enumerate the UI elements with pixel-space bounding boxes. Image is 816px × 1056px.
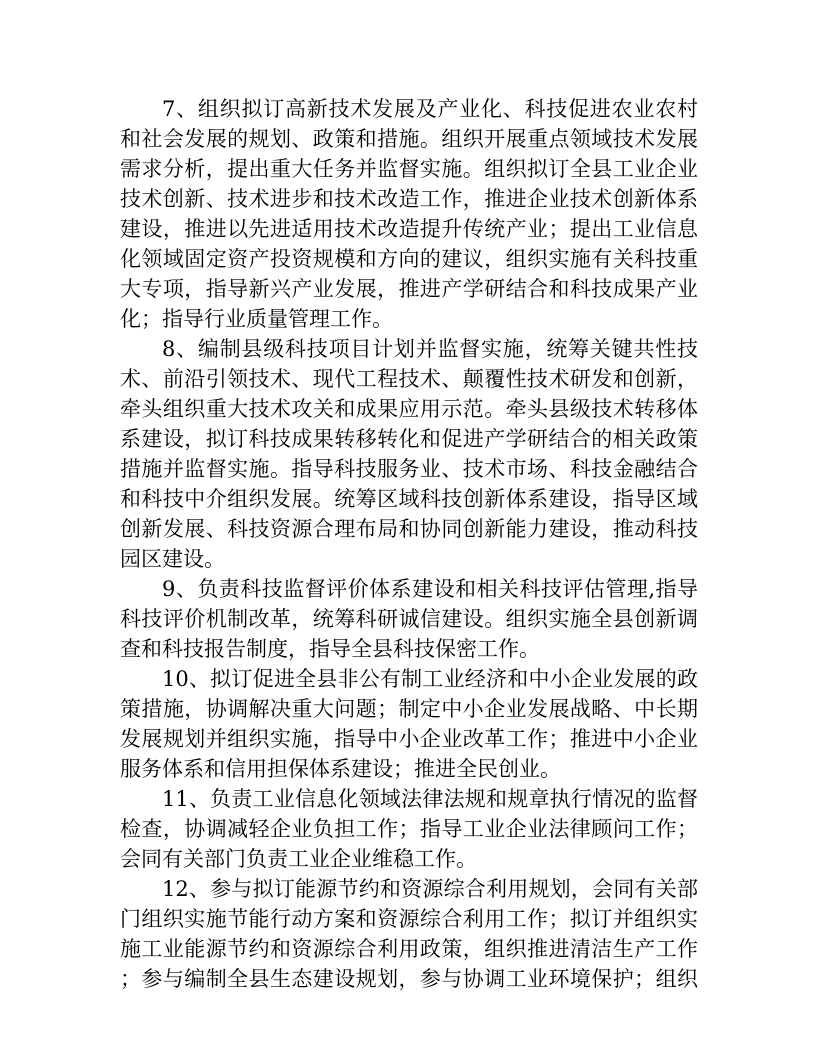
- text-line: 大专项，指导新兴产业发展，推进产学研结合和科技成果产业: [120, 277, 698, 301]
- text-line: 和社会发展的规划、政策和措施。组织开展重点领域技术发展: [120, 127, 698, 151]
- text-line: 和科技中介组织发展。统筹区域科技创新体系建设，指导区域: [120, 487, 698, 511]
- text-line: 园区建设。: [120, 547, 225, 571]
- text-line: 服务体系和信用担保体系建设；推进全民创业。: [120, 757, 561, 781]
- text-line: 创新发展、科技资源合理布局和协同创新能力建设，推动科技: [120, 517, 698, 541]
- text-line: 9、负责科技监督评价体系建设和相关科技评估管理,指导: [162, 577, 698, 601]
- text-line: 查和科技报告制度，指导全县科技保密工作。: [120, 637, 540, 661]
- text-line: 化；指导行业质量管理工作。: [120, 307, 393, 331]
- text-line: 策措施，协调解决重大问题；制定中小企业发展战略、中长期: [120, 697, 698, 721]
- text-line: 10、拟订促进全县非公有制工业经济和中小企业发展的政: [162, 667, 698, 691]
- text-line: 施工业能源节约和资源综合利用政策，组织推进清洁生产工作: [120, 937, 698, 961]
- text-line: 门组织实施节能行动方案和资源综合利用工作；拟订并组织实: [120, 907, 698, 931]
- paragraph-11: [120, 784, 698, 874]
- text-line: 8、编制县级科技项目计划并监督实施，统筹关键共性技: [162, 337, 698, 361]
- text-line: ；参与编制全县生态建设规划，参与协调工业环境保护；组织: [120, 967, 698, 991]
- paragraph-9: [120, 574, 698, 664]
- text-line: 12、参与拟订能源节约和资源综合利用规划，会同有关部: [162, 877, 698, 901]
- text-line: 化领域固定资产投资规模和方向的建议，组织实施有关科技重: [120, 247, 698, 271]
- text-line: 需求分析，提出重大任务并监督实施。组织拟订全县工业企业: [120, 157, 698, 181]
- text-line: 技术创新、技术进步和技术改造工作，推进企业技术创新体系: [120, 187, 698, 211]
- text-line: 建设，推进以先进适用技术改造提升传统产业；提出工业信息: [120, 217, 698, 241]
- text-line: 7、组织拟订高新技术发展及产业化、科技促进农业农村: [162, 97, 698, 121]
- paragraph-12: [120, 874, 698, 994]
- text-line: 措施并监督实施。指导科技服务业、技术市场、科技金融结合: [120, 457, 698, 481]
- text-line: 系建设，拟订科技成果转移转化和促进产学研结合的相关政策: [120, 427, 698, 451]
- text-line: 发展规划并组织实施，指导中小企业改革工作；推进中小企业: [120, 727, 698, 751]
- text-line: 会同有关部门负责工业企业维稳工作。: [120, 847, 477, 871]
- text-line: 牵头组织重大技术攻关和成果应用示范。牵头县级技术转移体: [120, 397, 698, 421]
- text-line: 11、负责工业信息化领域法律法规和规章执行情况的监督: [162, 787, 698, 811]
- document-page: [120, 94, 698, 994]
- text-line: 科技评价机制改革，统筹科研诚信建设。组织实施全县创新调: [120, 607, 698, 631]
- text-line: 术、前沿引领技术、现代工程技术、颠覆性技术研发和创新，: [120, 367, 698, 391]
- paragraph-10: [120, 664, 698, 784]
- paragraph-8: [120, 334, 698, 574]
- paragraph-7: [120, 94, 698, 334]
- text-line: 检查，协调减轻企业负担工作；指导工业企业法律顾问工作；: [120, 817, 698, 841]
